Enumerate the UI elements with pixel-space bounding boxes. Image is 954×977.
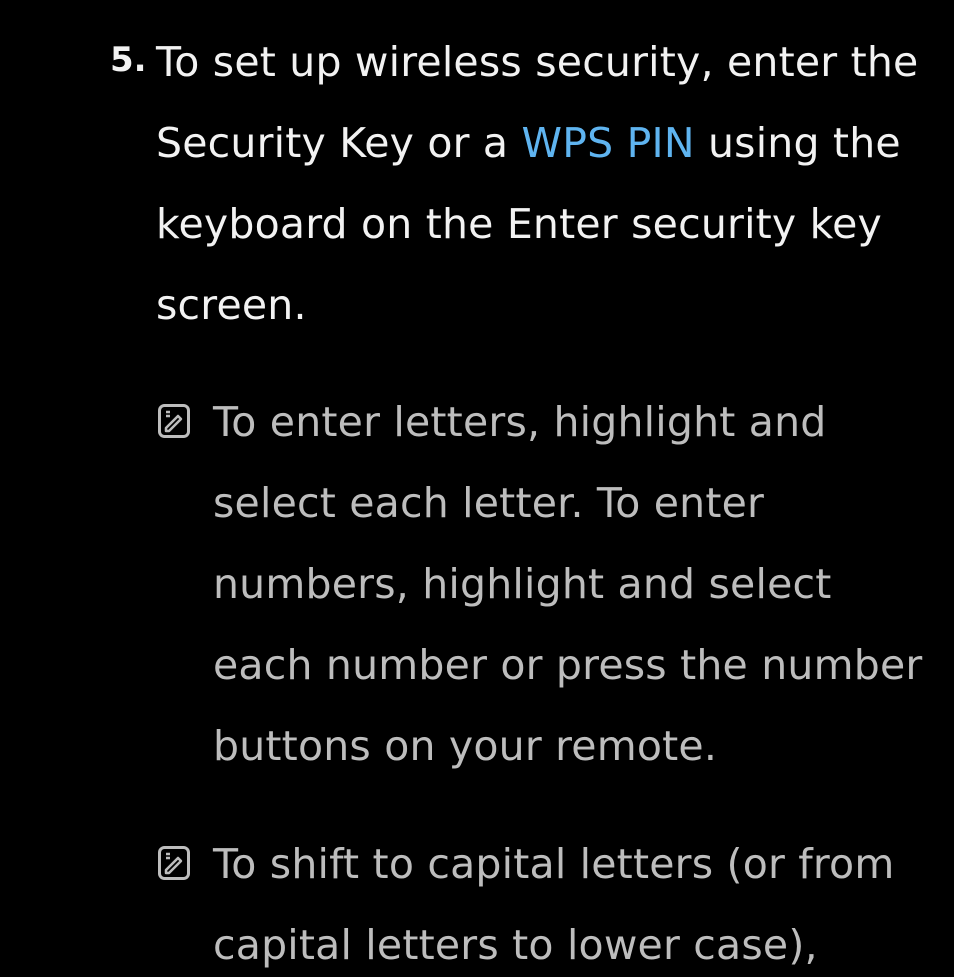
note-text-line: To enter letters, highlight and	[213, 398, 827, 446]
step-text-line: screen.	[156, 281, 307, 329]
note-text-line: each number or press the number	[213, 641, 923, 689]
note-text-line: capital letters to lower case),	[213, 921, 818, 969]
note-text-line: To shift to capital letters (or from	[213, 840, 895, 888]
step-text: Security Key or a	[156, 119, 522, 167]
step-text-line: To set up wireless security, enter the	[156, 38, 919, 86]
note-text-line: numbers, highlight and select	[213, 560, 832, 608]
step-text-line: keyboard on the Enter security key	[156, 200, 883, 248]
step-number: 5.	[110, 40, 147, 80]
step-text: using the	[694, 119, 901, 167]
note-icon	[158, 846, 190, 880]
note-text-line: buttons on your remote.	[213, 722, 718, 770]
note-text-line: select each letter. To enter	[213, 479, 765, 527]
wps-pin-link[interactable]: WPS PIN	[521, 119, 695, 167]
note-icon	[158, 404, 190, 438]
step-text-line	[156, 119, 901, 167]
